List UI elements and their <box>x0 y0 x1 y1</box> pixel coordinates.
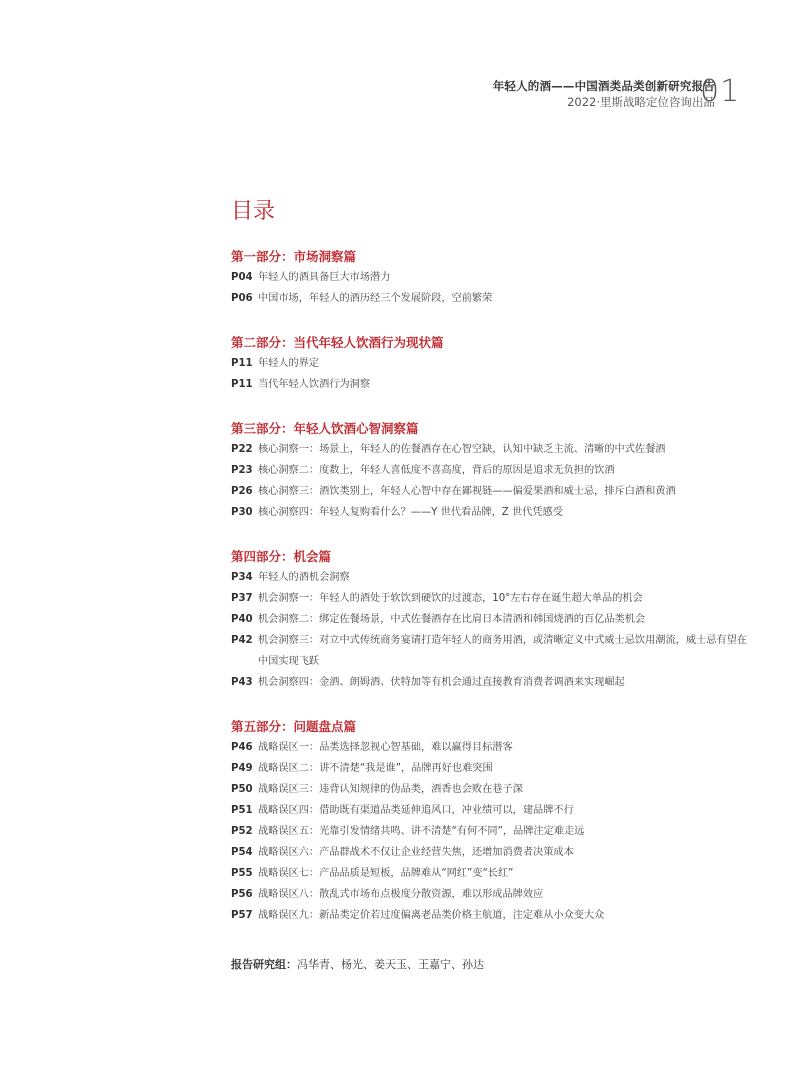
toc-entry[interactable] <box>231 481 751 502</box>
toc-entry[interactable] <box>231 502 751 523</box>
toc-entry-text: 战略误区三：违背认知规律的伪品类，酒香也会败在巷子深 <box>258 784 523 795</box>
toc-entry-page: P55 <box>231 868 253 879</box>
toc-entry-text: 战略误区五：光靠引发情绪共鸣、讲不清楚“有何不同”，品牌注定难走远 <box>258 826 585 837</box>
toc-entry[interactable] <box>231 439 751 460</box>
toc-entry[interactable] <box>231 884 751 905</box>
toc-entry[interactable] <box>231 630 751 672</box>
toc-entry-text: 战略误区二：讲不清楚“我是谁”，品牌再好也难突围 <box>258 763 493 774</box>
toc-entry-page: P52 <box>231 826 253 837</box>
toc-entry-text: 战略误区八：散乱式市场布点极度分散资源，难以形成品牌效应 <box>258 889 544 900</box>
toc-entry-text: 战略误区九：新品类定价若过度偏离老品类价格主航道，注定难从小众变大众 <box>258 910 605 921</box>
toc-entry-page: P46 <box>231 742 253 753</box>
toc-section <box>231 717 751 926</box>
toc-entry[interactable] <box>231 460 751 481</box>
toc-entry[interactable] <box>231 737 751 758</box>
toc-entry-page: P34 <box>231 572 253 583</box>
toc-entry[interactable] <box>231 821 751 842</box>
section-heading[interactable]: 第五部分：问题盘点篇 <box>231 719 357 734</box>
toc-entry-page: P06 <box>231 293 253 304</box>
toc-entry[interactable] <box>231 609 751 630</box>
toc-entry-page: P22 <box>231 444 253 455</box>
toc-entry-text: 中国市场，年轻人的酒历经三个发展阶段，空前繁荣 <box>258 293 493 304</box>
page-number: 01 <box>700 74 741 109</box>
report-header <box>493 78 715 110</box>
toc-entry-text: 机会洞察三：对立中式传统商务宴请打造年轻人的商务用酒，或清晰定义中式威士忌饮用潮流，威士忌有望在中国实现飞跃 <box>258 635 747 667</box>
toc-entry-page: P11 <box>231 379 253 390</box>
toc-entry[interactable] <box>231 353 751 374</box>
toc-entry-text: 机会洞察一：年轻人的酒处于软饮到硬饮的过渡态，10°左右存在诞生超大单品的机会 <box>258 593 643 604</box>
toc-title: 目录 <box>231 199 276 224</box>
report-title: 年轻人的酒——中国酒类品类创新研究报告 <box>492 79 715 93</box>
toc-entry[interactable] <box>231 567 751 588</box>
toc-entry-page: P51 <box>231 805 253 816</box>
toc-entry-page: P56 <box>231 889 253 900</box>
toc-entry-page: P37 <box>231 593 253 604</box>
toc-entry-page: P43 <box>231 677 253 688</box>
section-heading[interactable]: 第三部分：年轻人饮酒心智洞察篇 <box>231 421 419 436</box>
toc-entry-text: 核心洞察二：度数上，年轻人喜低度不喜高度，背后的原因是追求无负担的饮酒 <box>258 465 615 476</box>
toc-entry-page: P54 <box>231 847 253 858</box>
toc-entry-page: P30 <box>231 507 253 518</box>
toc-entry-text: 当代年轻人饮酒行为洞察 <box>258 379 371 390</box>
toc-entry-text: 核心洞察四：年轻人复购看什么？——Y 世代看品牌，Z 世代凭感受 <box>258 507 563 518</box>
toc-entry[interactable] <box>231 905 751 926</box>
toc-entry-text: 战略误区七：产品品质是短板，品牌难从“网红”变“长红” <box>258 868 514 879</box>
toc-entry-page: P11 <box>231 358 253 369</box>
toc-entry[interactable] <box>231 672 751 693</box>
toc-entry-page: P26 <box>231 486 253 497</box>
toc-entry-text: 核心洞察一：场景上，年轻人的佐餐酒存在心智空缺，认知中缺乏主流、清晰的中式佐餐酒 <box>258 444 666 455</box>
toc-entry-text: 战略误区四：借助既有渠道品类延伸追风口，冲业绩可以，建品牌不行 <box>258 805 574 816</box>
toc-entry[interactable] <box>231 779 751 800</box>
toc-entry[interactable] <box>231 288 751 309</box>
toc-entry-text: 机会洞察四：金酒、朗姆酒、伏特加等有机会通过直接教育消费者调酒来实现崛起 <box>258 677 625 688</box>
toc-entry-text: 核心洞察三：酒饮类别上，年轻人心智中存在鄙视链——偏爱果酒和威士忌，排斥白酒和黄酒 <box>258 486 676 497</box>
toc-section <box>231 547 751 693</box>
toc-entry[interactable] <box>231 374 751 395</box>
toc-entry-page: P57 <box>231 910 253 921</box>
toc-entry-text: 年轻人的界定 <box>258 358 320 369</box>
section-heading[interactable]: 第一部分：市场洞察篇 <box>231 249 357 264</box>
toc-section <box>231 247 751 309</box>
toc-entry-text: 机会洞察二：绑定佐餐场景，中式佐餐酒存在比肩日本清酒和韩国烧酒的百亿品类机会 <box>258 614 646 625</box>
toc-entry-text: 战略误区一：品类选择忽视心智基础，难以赢得目标潜客 <box>258 742 513 753</box>
toc-section <box>231 419 751 523</box>
toc-entry[interactable] <box>231 758 751 779</box>
toc-entry-page: P42 <box>231 635 253 646</box>
toc-entry[interactable] <box>231 842 751 863</box>
toc-entry-page: P40 <box>231 614 253 625</box>
toc-entry-page: P04 <box>231 272 253 283</box>
toc-entry-text: 年轻人的酒具备巨大市场潜力 <box>258 272 391 283</box>
toc-entry[interactable] <box>231 863 751 884</box>
toc-entry[interactable] <box>231 800 751 821</box>
toc-section <box>231 333 751 395</box>
toc-sections <box>231 247 751 950</box>
toc-entry-text: 战略误区六：产品群战术不仅让企业经营失焦，还增加消费者决策成本 <box>258 847 574 858</box>
toc-entry[interactable] <box>231 267 751 288</box>
report-subtitle: 2022·里斯战略定位咨询出品 <box>567 95 715 109</box>
toc-entry-text: 年轻人的酒机会洞察 <box>258 572 350 583</box>
research-team <box>231 956 484 972</box>
toc-entry[interactable] <box>231 588 751 609</box>
section-heading[interactable]: 第二部分：当代年轻人饮酒行为现状篇 <box>231 335 444 350</box>
toc-entry-page: P50 <box>231 784 253 795</box>
toc-entry-page: P23 <box>231 465 253 476</box>
toc-entry-page: P49 <box>231 763 253 774</box>
research-team-members: 冯华青、杨光、姜天玉、王嘉宁、孙达 <box>297 958 484 971</box>
research-team-label: 报告研究组： <box>231 958 297 971</box>
section-heading[interactable]: 第四部分：机会篇 <box>231 549 332 564</box>
